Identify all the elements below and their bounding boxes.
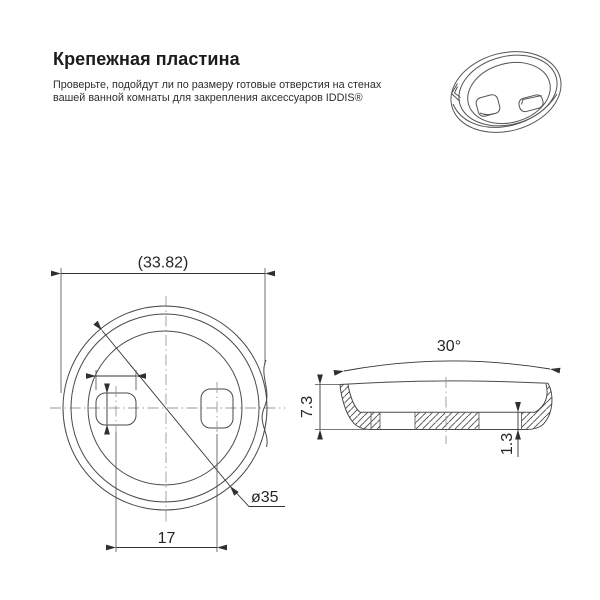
3d-outer-rim bbox=[442, 40, 570, 144]
subtitle-line-1: Проверьте, подойдут ли по размеру готовые отверстия на стенах bbox=[53, 79, 382, 91]
3d-left-slot-depth bbox=[480, 113, 494, 115]
thickness-dim-label: 1.3 bbox=[499, 432, 516, 456]
side-section-view bbox=[299, 338, 552, 457]
diameter-dim-label: ø35 bbox=[251, 489, 279, 506]
top-face-line bbox=[340, 381, 548, 385]
product-3d-view bbox=[442, 40, 570, 144]
width-dim-label: (33.82) bbox=[137, 254, 189, 272]
height-dim-label: 7.3 bbox=[299, 395, 316, 419]
angle-dim-label: 30° bbox=[436, 338, 462, 355]
floor-hatch-2 bbox=[415, 413, 479, 430]
3d-bottom-edge bbox=[453, 94, 557, 127]
spacing-dim-label: 17 bbox=[157, 530, 176, 547]
break-wave-line bbox=[262, 360, 267, 447]
front-view bbox=[50, 255, 285, 553]
3d-right-slot-depth bbox=[522, 96, 542, 105]
angle-dimension-arc bbox=[344, 361, 550, 371]
page-title: Крепежная пластина bbox=[53, 49, 240, 69]
3d-inner-rim bbox=[451, 45, 565, 137]
subtitle-line-2: вашей ванной комнаты для закрепления аксессуаров IDDIS® bbox=[53, 91, 363, 104]
floor-hatch-1 bbox=[372, 413, 381, 430]
3d-left-slot bbox=[475, 93, 501, 117]
